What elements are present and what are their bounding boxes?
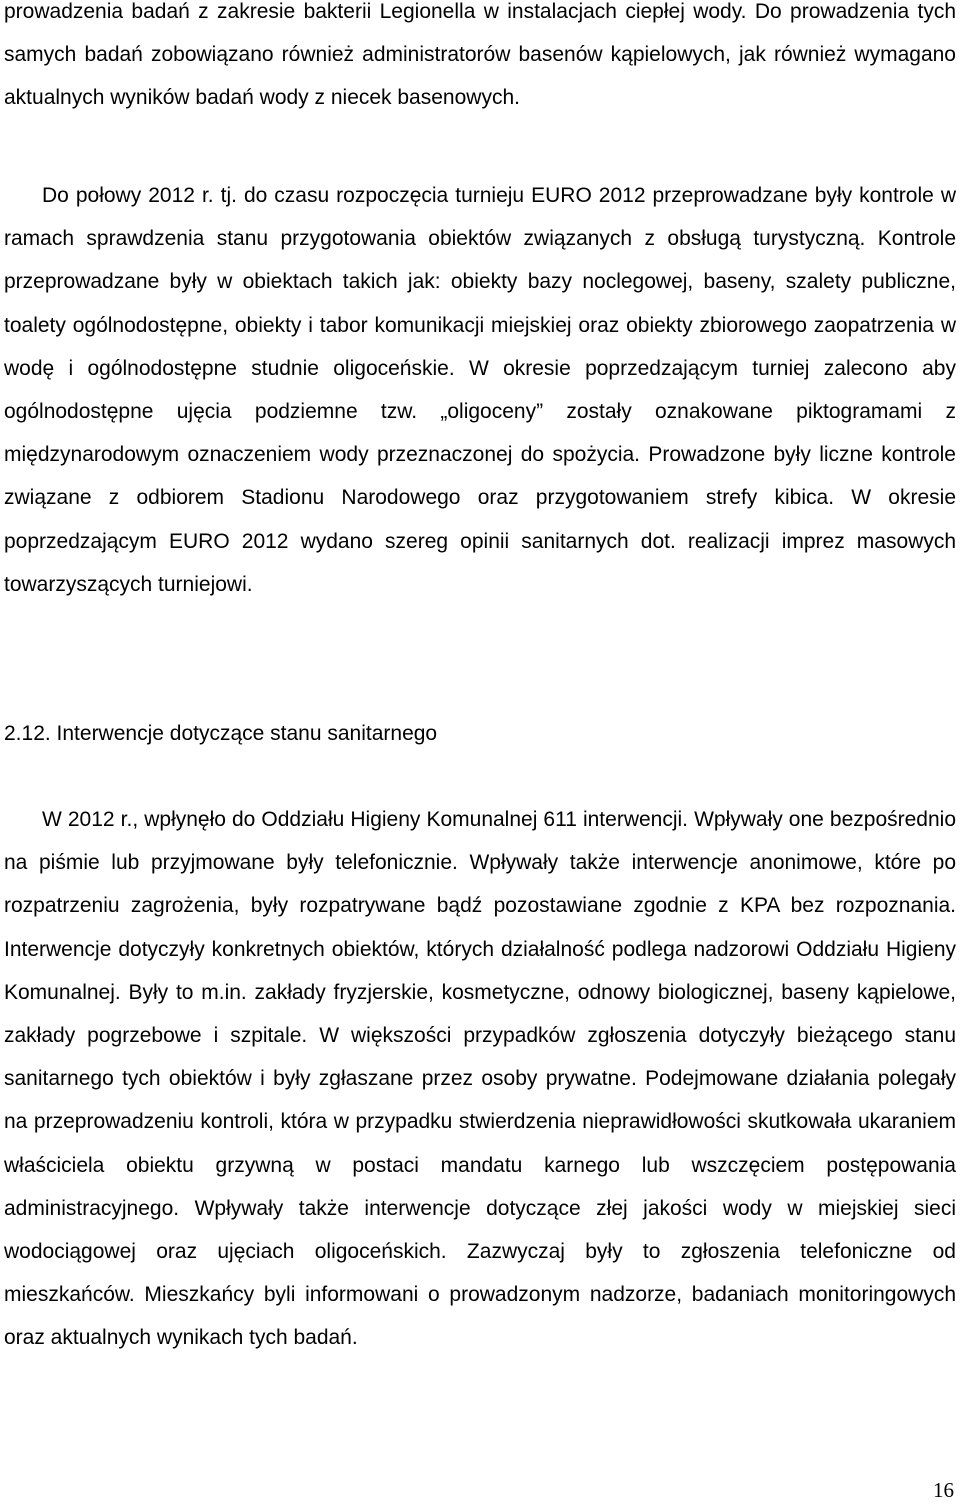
paragraph-interventions: W 2012 r., wpłynęło do Oddziału Higieny Komunalnej 611 interwencji. Wpływały one bezpośrednio na piśmie lub przyjmowane były telefonicznie. Wpływały także interwencje anonimowe, które po rozpatrzeniu zagrożenia, były rozpatrywane bądź pozostawiane zgodnie z KPA bez rozpoznania. Interwencje dotyczyły konkretnych obiektów, których działalność podlega nadzorowi Oddziału Higieny Komunalnej. Były to m.in. zakłady fryzjerskie, kosmetyczne, odnowy biologicznej, baseny kąpielowe, zakłady pogrzebowe i szpitale. W większości przypadków zgłoszenia dotyczyły bieżącego stanu sanitarnego tych obiektów i były zgłaszane przez osoby prywatne. Podejmowane działania polegały na przeprowadzeniu kontroli, która w przypadku stwierdzenia nieprawidłowości skutkowała ukaraniem właściciela obiektu grzywną w postaci mandatu karnego lub wszczęciem postępowania administracyjnego. Wpływały także interwencje dotyczące złej jakości wody w miejskiej sieci wodociągowej oraz ujęciach oligoceńskich. Zazwyczaj były to zgłoszenia telefoniczne od mieszkańców. Mieszkańcy byli informowani o prowadzonym nadzorze, badaniach monitoringowych oraz aktualnych wynikach tych badań.	[4, 808, 956, 1350]
paragraph-legionella-continuation: prowadzenia badań z zakresie bakterii Legionella w instalacjach ciepłej wody. Do prowadzenia tych samych badań zobowiązano również administratorów basenów kąpielowych, jak również wymagano aktualnych wyników badań wody z niecek basenowych.	[4, 0, 956, 110]
page-number: 16	[933, 1478, 954, 1502]
paragraph-euro-2012: Do połowy 2012 r. tj. do czasu rozpoczęcia turnieju EURO 2012 przeprowadzane były kontrole w ramach sprawdzenia stanu przygotowania obiektów związanych z obsługą turystyczną. Kontrole przeprowadzane były w obiektach takich jak: obiekty bazy noclegowej, baseny, szalety publiczne, toalety ogólnodostępne, obiekty i tabor komunikacji miejskiej oraz obiekty zbiorowego zaopatrzenia w wodę i ogólnodostępne studnie oligoceńskie. W okresie poprzedzającym turniej zalecono aby ogólnodostępne ujęcia podziemne tzw. „oligoceny” zostały oznakowane piktogramami z międzynarodowym oznaczeniem wody przeznaczonej do spożycia. Prowadzone były liczne kontrole związane z odbiorem Stadionu Narodowego oraz przygotowaniem strefy kibica. W okresie poprzedzającym EURO 2012 wydano szereg opinii sanitarnych dot. realizacji imprez masowych towarzyszących turniejowi.	[4, 184, 956, 596]
section-heading: 2.12. Interwencje dotyczące stanu sanitarnego	[4, 722, 438, 745]
